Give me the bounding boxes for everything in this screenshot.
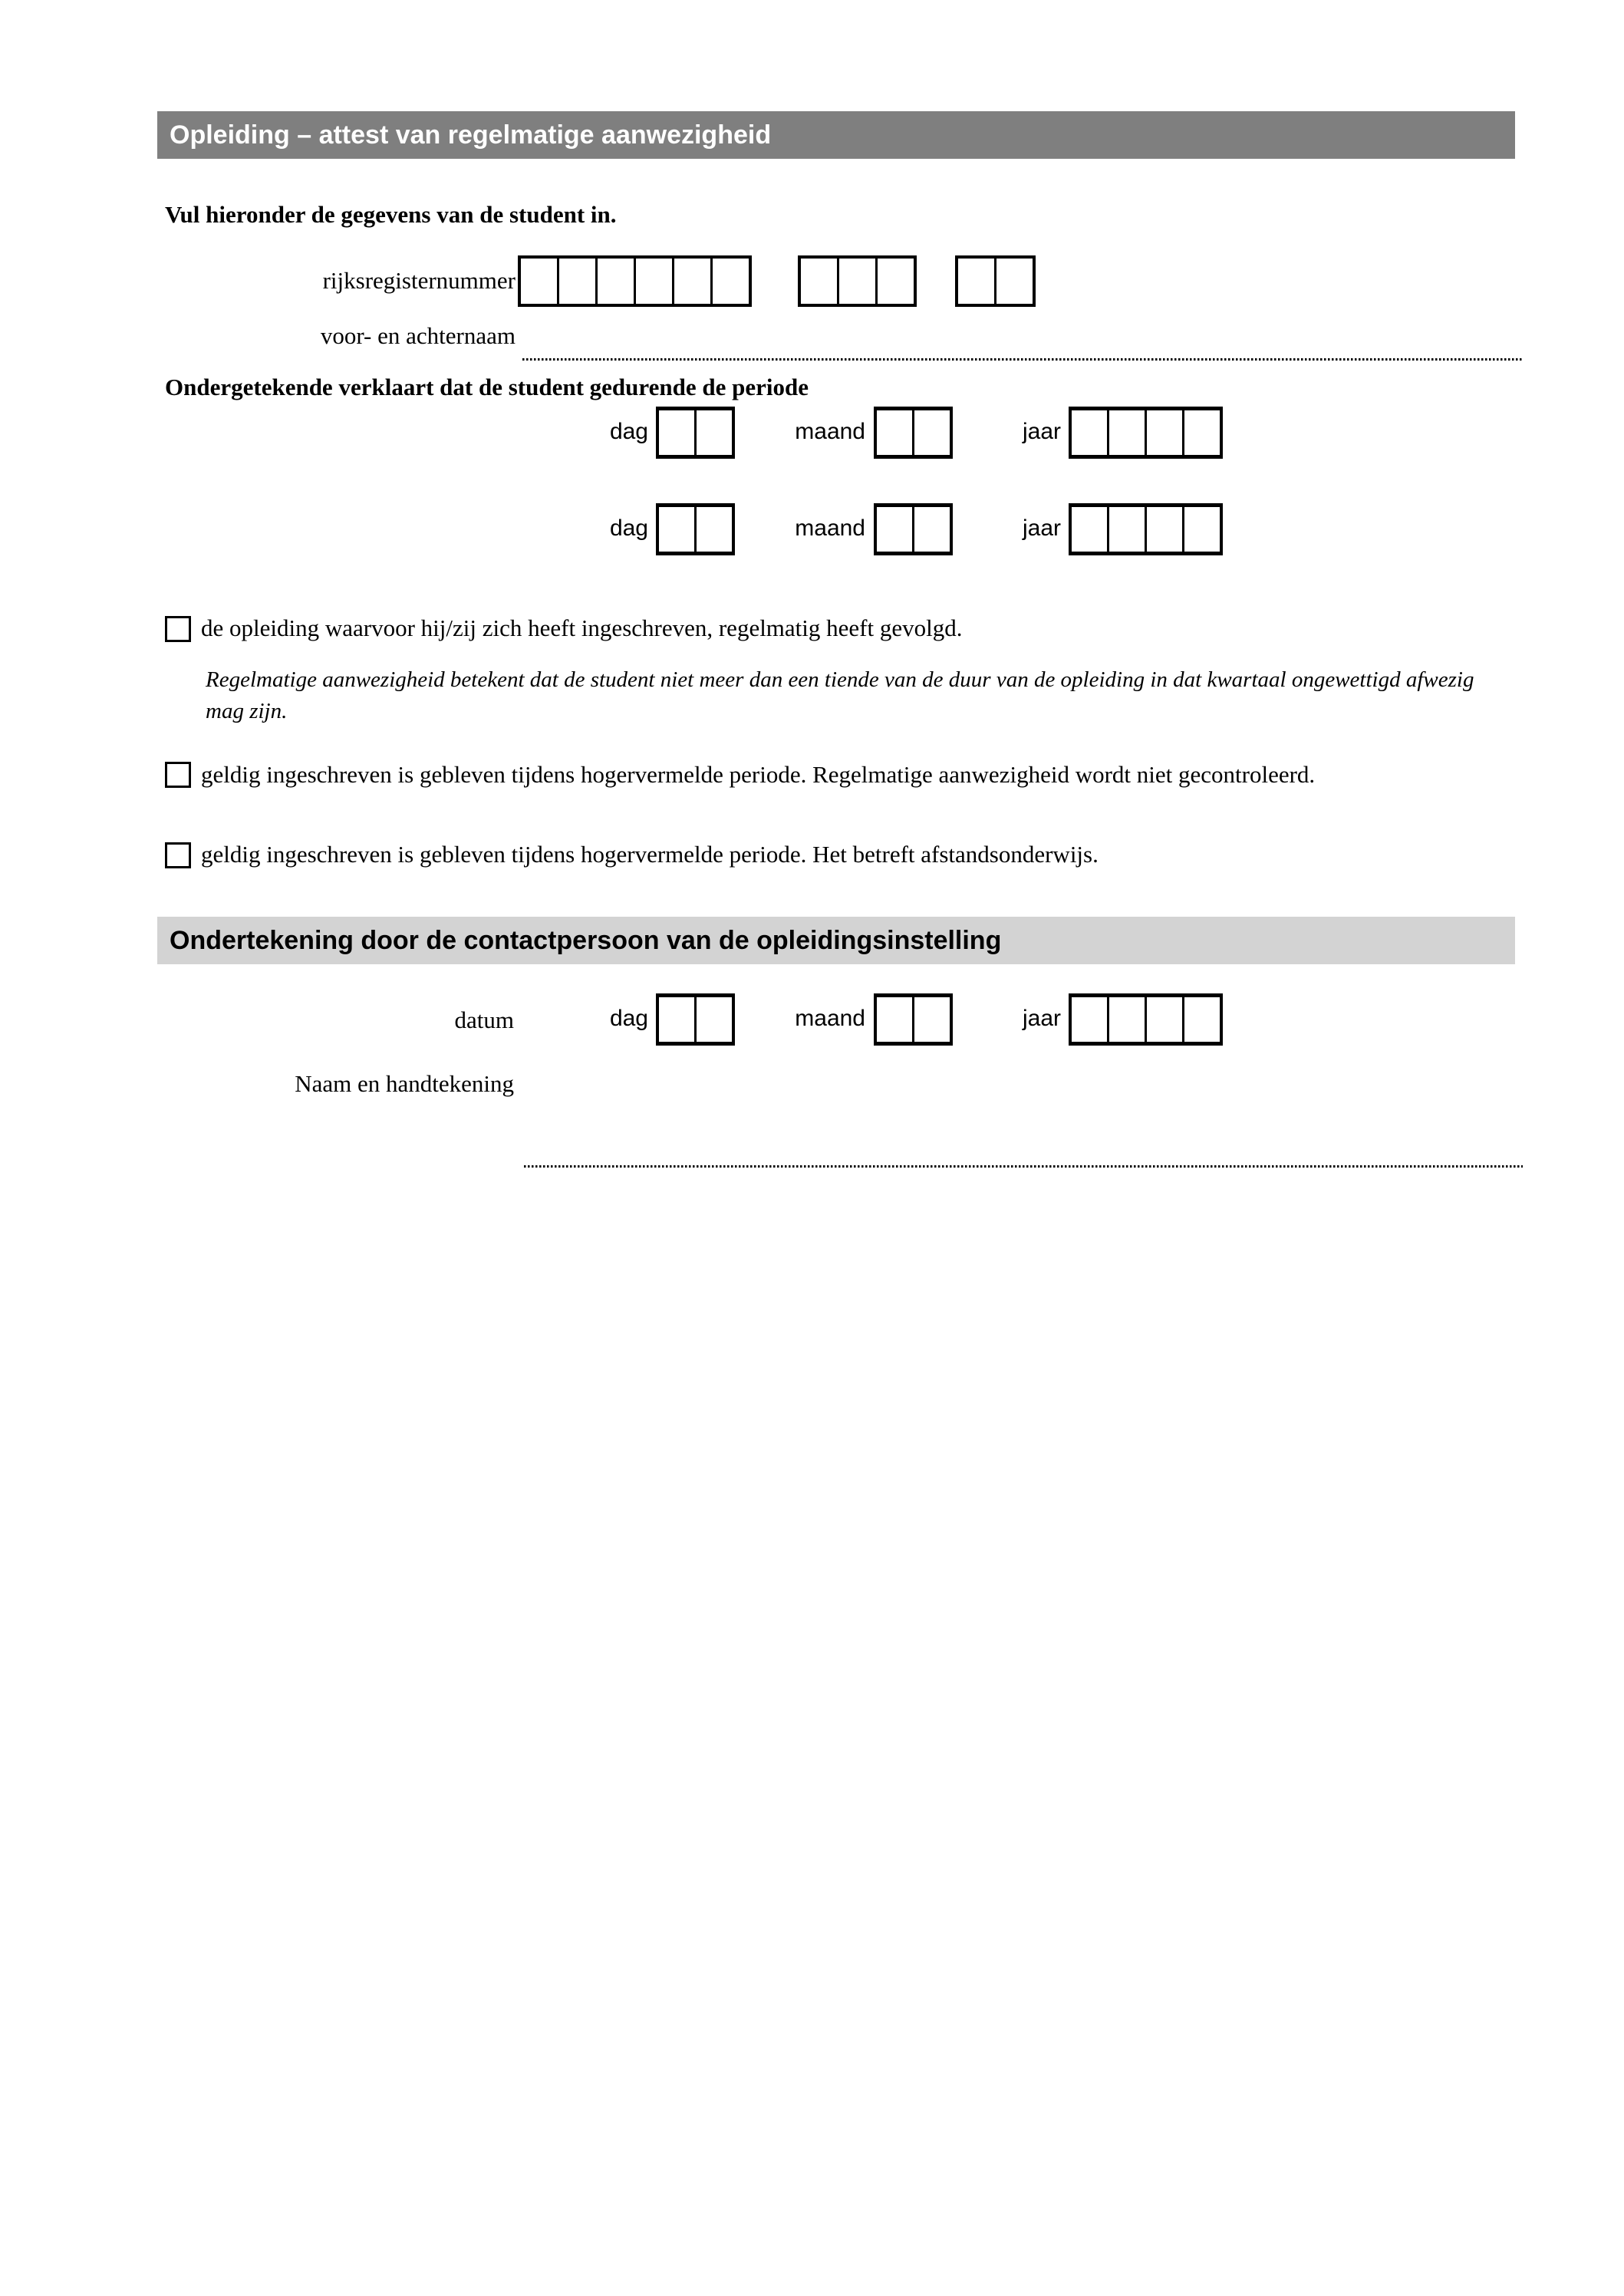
dag-label-row3: dag <box>609 1006 648 1031</box>
regelmatige-aanwezigheid-note: Regelmatige aanwezigheid betekent dat de student niet meer dan een tiende van de duur van de opleiding in dat kwartaal ongewettigd afwezig mag zijn. <box>206 667 1474 723</box>
dag-label-row1: dag <box>609 419 648 444</box>
maand-label-row1: maand <box>795 419 865 444</box>
jaar-box-row2[interactable] <box>1069 503 1223 555</box>
signature-write-line[interactable] <box>524 1165 1523 1168</box>
digit-cell[interactable] <box>877 507 912 552</box>
digit-cell[interactable] <box>912 410 950 455</box>
digit-cell[interactable] <box>710 259 749 304</box>
digit-cell[interactable] <box>672 259 710 304</box>
section-header-opleiding: Opleiding – attest van regelmatige aanwezigheid <box>157 111 1515 159</box>
digit-cell[interactable] <box>1107 997 1145 1042</box>
digit-cell[interactable] <box>801 259 837 304</box>
digit-cell[interactable] <box>1182 410 1220 455</box>
digit-cell[interactable] <box>958 259 994 304</box>
datum-label: datum <box>454 1006 514 1033</box>
maand-box-row2[interactable] <box>874 503 953 555</box>
checkbox-geldig-ingeschreven[interactable] <box>165 762 191 788</box>
jaar-label-row1: jaar <box>1022 419 1061 444</box>
maand-box-row3[interactable] <box>874 993 953 1046</box>
digit-cell[interactable] <box>557 259 595 304</box>
jaar-box-row3[interactable] <box>1069 993 1223 1046</box>
digit-cell[interactable] <box>1072 410 1107 455</box>
jaar-label-row2: jaar <box>1022 516 1061 541</box>
checkbox-geldig-ingeschreven-label: geldig ingeschreven is gebleven tijdens hogervermelde periode. Regelmatige aanwezigheid wordt niet gecontroleerd. <box>201 761 1316 788</box>
digit-cell[interactable] <box>694 507 732 552</box>
digit-cell[interactable] <box>1145 997 1182 1042</box>
digit-cell[interactable] <box>994 259 1033 304</box>
checkbox-afstandsonderwijs-label: geldig ingeschreven is gebleven tijdens hogervermelde periode. Het betreft afstandsonderwijs. <box>201 841 1099 868</box>
digit-cell[interactable] <box>837 259 875 304</box>
digit-cell[interactable] <box>1182 507 1220 552</box>
digit-cell[interactable] <box>1145 410 1182 455</box>
maand-label-row3: maand <box>795 1006 865 1031</box>
digit-cell[interactable] <box>1072 507 1107 552</box>
digit-cell[interactable] <box>1107 410 1145 455</box>
maand-label-row2: maand <box>795 516 865 541</box>
digit-cell[interactable] <box>595 259 634 304</box>
digit-cell[interactable] <box>1107 507 1145 552</box>
maand-box-row1[interactable] <box>874 407 953 459</box>
digit-cell[interactable] <box>659 410 694 455</box>
digit-cell[interactable] <box>694 997 732 1042</box>
rijksregisternummer-group-1[interactable] <box>518 255 752 307</box>
intro-instruction: Vul hieronder de gegevens van de student in. <box>165 201 617 228</box>
dag-label-row2: dag <box>609 516 648 541</box>
digit-cell[interactable] <box>694 410 732 455</box>
naam-handtekening-label: Naam en handtekening <box>295 1070 514 1097</box>
naam-label: voor- en achternaam <box>320 322 516 349</box>
dag-box-row2[interactable] <box>656 503 735 555</box>
digit-cell[interactable] <box>521 259 557 304</box>
digit-cell[interactable] <box>912 507 950 552</box>
digit-cell[interactable] <box>1072 997 1107 1042</box>
digit-cell[interactable] <box>877 997 912 1042</box>
digit-cell[interactable] <box>659 507 694 552</box>
jaar-label-row3: jaar <box>1022 1006 1061 1031</box>
rijksregisternummer-group-2[interactable] <box>798 255 917 307</box>
naam-write-line[interactable] <box>522 358 1523 361</box>
rijksregisternummer-label: rijksregisternummer <box>322 267 516 294</box>
checkbox-afstandsonderwijs[interactable] <box>165 842 191 868</box>
section-header-ondertekening: Ondertekening door de contactpersoon van de opleidingsinstelling <box>157 917 1515 964</box>
checkbox-opleiding-gevolgd[interactable] <box>165 616 191 642</box>
dag-box-row3[interactable] <box>656 993 735 1046</box>
digit-cell[interactable] <box>659 997 694 1042</box>
digit-cell[interactable] <box>912 997 950 1042</box>
digit-cell[interactable] <box>634 259 672 304</box>
digit-cell[interactable] <box>1145 507 1182 552</box>
dag-box-row1[interactable] <box>656 407 735 459</box>
period-heading: Ondergetekende verklaart dat de student gedurende de periode <box>165 374 809 400</box>
digit-cell[interactable] <box>875 259 914 304</box>
jaar-box-row1[interactable] <box>1069 407 1223 459</box>
digit-cell[interactable] <box>1182 997 1220 1042</box>
digit-cell[interactable] <box>877 410 912 455</box>
rijksregisternummer-group-3[interactable] <box>955 255 1036 307</box>
checkbox-opleiding-gevolgd-label: de opleiding waarvoor hij/zij zich heeft ingeschreven, regelmatig heeft gevolgd. <box>201 614 963 641</box>
